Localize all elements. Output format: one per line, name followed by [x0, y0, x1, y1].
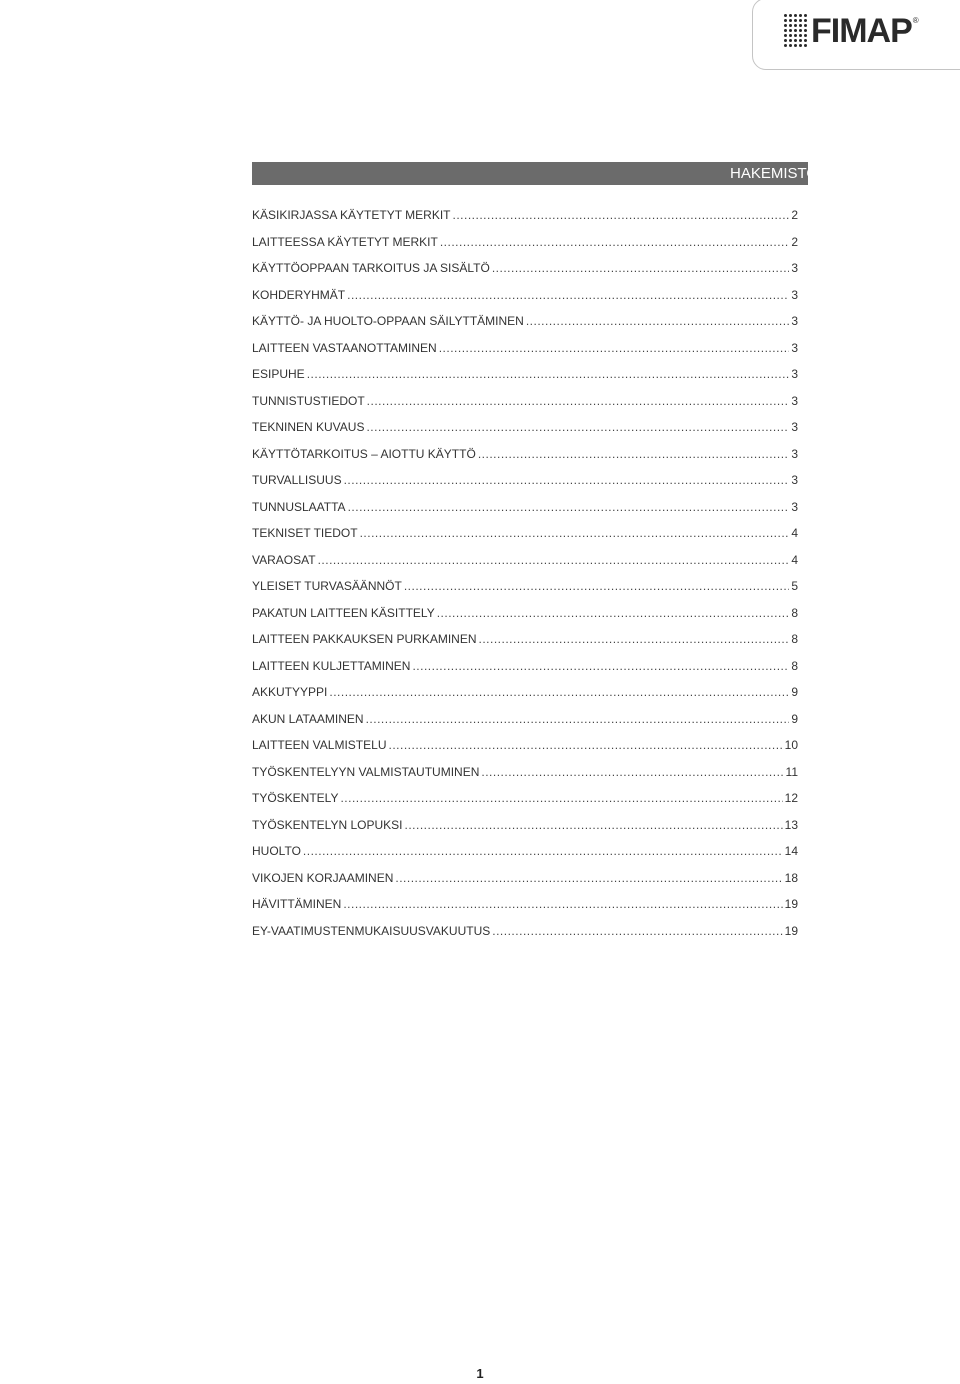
toc-entry-title: KÄYTTÖOPPAAN TARKOITUS JA SISÄLTÖ: [252, 261, 490, 275]
toc-entry[interactable]: [252, 364, 798, 391]
toc-entry-page: 18: [784, 870, 798, 885]
toc-dot-leader: [492, 921, 782, 941]
toc-entry[interactable]: [252, 921, 798, 948]
toc-dot-leader: [303, 841, 783, 861]
toc-entry[interactable]: [252, 709, 798, 736]
toc-entry-page: 3: [791, 314, 798, 328]
toc-entry[interactable]: [252, 762, 798, 789]
toc-title: HAKEMISTO: [730, 165, 819, 182]
toc-entry[interactable]: [252, 258, 798, 285]
page-number: 1: [476, 1366, 484, 1381]
toc-entry[interactable]: [252, 603, 798, 630]
toc-dot-leader: [479, 629, 790, 649]
toc-entry-title: TUNNUSLAATTA: [252, 499, 346, 514]
toc-dot-leader: [307, 364, 790, 384]
toc-entry-page: 3: [791, 499, 798, 514]
toc-header-bar: [252, 162, 819, 185]
toc-entry-page: 9: [791, 685, 798, 699]
toc-dot-leader: [366, 417, 789, 437]
toc-entry[interactable]: [252, 523, 798, 550]
toc-dot-leader: [492, 258, 789, 278]
toc-entry-title: TYÖSKENTELYYN VALMISTAUTUMINEN: [252, 764, 480, 779]
toc-entry[interactable]: [252, 338, 798, 365]
toc-entry[interactable]: [252, 391, 798, 418]
toc-entry[interactable]: [252, 735, 798, 762]
toc-entry-title: PAKATUN LAITTEEN KÄSITTELY: [252, 605, 435, 620]
toc-dot-leader: [360, 523, 790, 543]
toc-entry-title: TYÖSKENTELYN LOPUKSI: [252, 817, 403, 832]
registered-mark: ®: [912, 16, 919, 25]
toc-entry[interactable]: [252, 682, 798, 709]
toc-entry-page: 19: [784, 897, 798, 911]
toc-entry-page: 2: [791, 234, 798, 249]
toc-entry-page: 3: [791, 393, 798, 408]
toc-entry[interactable]: [252, 311, 798, 338]
toc-entry-title: TEKNISET TIEDOT: [252, 526, 358, 540]
toc-entry-title: YLEISET TURVASÄÄNNÖT: [252, 579, 402, 593]
toc-entry-title: TEKNINEN KUVAUS: [252, 420, 365, 434]
toc-entry-page: 14: [784, 844, 798, 858]
toc-entry-title: KÄSIKIRJASSA KÄYTETYT MERKIT: [252, 208, 451, 222]
toc-entry-title: TURVALLISUUS: [252, 473, 342, 487]
toc-dot-leader: [340, 788, 782, 808]
toc-entry[interactable]: [252, 576, 798, 603]
toc-entry-title: VARAOSAT: [252, 552, 316, 567]
toc-entry-page: 8: [791, 632, 798, 646]
toc-entry-title: VIKOJEN KORJAAMINEN: [252, 870, 394, 885]
table-of-contents: [252, 205, 798, 947]
toc-entry-page: 3: [791, 340, 798, 355]
toc-entry-page: 8: [791, 658, 798, 673]
toc-entry[interactable]: [252, 815, 798, 842]
toc-dot-leader: [366, 709, 790, 729]
toc-dot-leader: [526, 311, 789, 331]
toc-entry[interactable]: [252, 894, 798, 921]
toc-entry[interactable]: [252, 629, 798, 656]
toc-dot-leader: [347, 285, 789, 305]
fimap-logo: [784, 14, 919, 48]
toc-entry-page: 3: [791, 261, 798, 275]
toc-dot-leader: [404, 576, 789, 596]
toc-dot-leader: [412, 656, 789, 676]
toc-entry[interactable]: [252, 205, 798, 232]
toc-entry[interactable]: [252, 417, 798, 444]
toc-entry-page: 3: [791, 473, 798, 487]
toc-dot-leader: [439, 338, 790, 358]
toc-entry-title: LAITTEEN VASTAANOTTAMINEN: [252, 340, 437, 355]
toc-entry-title: KOHDERYHMÄT: [252, 287, 346, 302]
toc-entry[interactable]: [252, 470, 798, 497]
toc-entry-title: LAITTEEN KULJETTAMINEN: [252, 658, 411, 673]
toc-entry[interactable]: [252, 444, 798, 471]
toc-dot-leader: [388, 735, 782, 755]
logo-text: FIMAP: [811, 12, 912, 50]
toc-entry-page: 2: [791, 208, 798, 222]
toc-entry[interactable]: [252, 285, 798, 312]
toc-entry[interactable]: [252, 656, 798, 683]
toc-dot-leader: [478, 444, 790, 464]
toc-dot-leader: [348, 497, 790, 517]
toc-entry-title: LAITTEEN VALMISTELU: [252, 738, 387, 752]
toc-entry-page: 11: [785, 764, 798, 779]
toc-entry-page: 9: [791, 711, 798, 726]
toc-entry-title: HUOLTO: [252, 844, 301, 858]
toc-entry-page: 3: [791, 446, 798, 461]
toc-entry[interactable]: [252, 497, 798, 524]
toc-dot-leader: [318, 550, 790, 570]
toc-entry-title: HÄVITTÄMINEN: [252, 897, 342, 911]
toc-dot-leader: [329, 682, 789, 702]
toc-entry-title: LAITTEESSA KÄYTETYT MERKIT: [252, 234, 438, 249]
toc-dot-leader: [367, 391, 790, 411]
toc-dot-leader: [481, 762, 783, 782]
toc-entry[interactable]: [252, 868, 798, 895]
toc-dot-leader: [343, 894, 782, 914]
toc-entry-page: 8: [791, 605, 798, 620]
toc-entry-title: TUNNISTUSTIEDOT: [252, 393, 365, 408]
toc-entry-title: AKKUTYYPPI: [252, 685, 328, 699]
toc-entry-page: 3: [791, 287, 798, 302]
toc-entry-page: 4: [791, 526, 798, 540]
toc-entry[interactable]: [252, 232, 798, 259]
toc-entry-page: 5: [791, 579, 798, 593]
toc-entry-title: KÄYTTÖ- JA HUOLTO-OPPAAN SÄILYTTÄMINEN: [252, 314, 524, 328]
toc-entry-title: EY-VAATIMUSTENMUKAISUUSVAKUUTUS: [252, 923, 491, 938]
toc-entry-title: TYÖSKENTELY: [252, 791, 339, 805]
toc-entry-page: 4: [791, 552, 798, 567]
toc-entry-page: 3: [791, 367, 798, 381]
logo-dot-pattern-icon: [784, 14, 808, 48]
toc-entry[interactable]: [252, 841, 798, 868]
toc-entry[interactable]: [252, 788, 798, 815]
toc-entry-page: 19: [784, 923, 798, 938]
toc-dot-leader: [344, 470, 790, 490]
toc-entry-page: 10: [784, 738, 798, 752]
toc-entry-title: LAITTEEN PAKKAUKSEN PURKAMINEN: [252, 632, 477, 646]
toc-dot-leader: [405, 815, 783, 835]
toc-entry[interactable]: [252, 550, 798, 577]
toc-entry-page: 13: [784, 817, 798, 832]
toc-dot-leader: [437, 603, 790, 623]
toc-dot-leader: [440, 232, 789, 252]
toc-entry-page: 3: [791, 420, 798, 434]
toc-entry-title: AKUN LATAAMINEN: [252, 711, 364, 726]
toc-entry-page: 12: [784, 791, 798, 805]
toc-dot-leader: [395, 868, 782, 888]
toc-dot-leader: [453, 205, 790, 225]
toc-entry-title: ESIPUHE: [252, 367, 305, 381]
toc-entry-title: KÄYTTÖTARKOITUS – AIOTTU KÄYTTÖ: [252, 446, 476, 461]
